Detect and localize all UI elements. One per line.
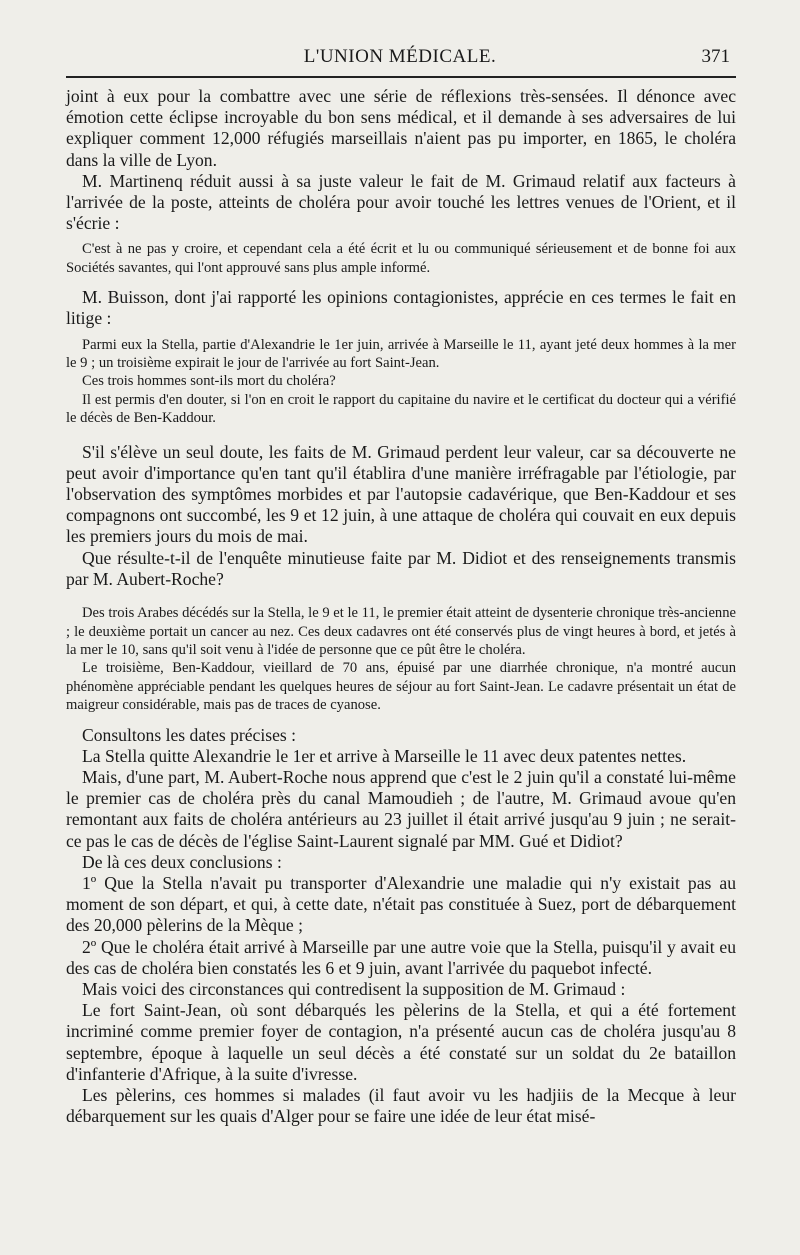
paragraph-spacer <box>66 277 736 287</box>
quoted-paragraph: Le troisième, Ben-Kaddour, vieillard de 70 ans, épuisé par une diarrhée chronique, n'a montré aucun phénomène appréciable pendant les quelques heures de séjour au fort Saint-Jean. Le cadavre présentait un état de maigreur considérable, mais pas de traces de cyanose. <box>66 660 736 714</box>
running-title: L'UNION MÉDICALE. <box>303 46 497 67</box>
quoted-paragraph: Ces trois hommes sont-ils mort du choléra? <box>82 373 336 390</box>
body-paragraph: Que résulte-t-il de l'enquête minutieuse faite par M. Didiot et des renseignements transmis par M. Aubert-Roche? <box>66 547 736 589</box>
header-rule <box>66 76 736 78</box>
body-paragraph: 1º Que la Stella n'avait pu transporter d'Alexandrie une maladie qui n'y existait pas au moment de son départ, et qui, à cette date, n'était pas constituée à Suez, port de débarquement des 20,000 pèlerins de la Mèque ; <box>66 872 736 936</box>
quoted-paragraph: C'est à ne pas y croire, et cependant cela a été écrit et lu ou communiqué sérieusement et de bonne foi aux Sociétés savantes, qui l'ont approuvé sans plus ample informé. <box>66 241 736 276</box>
paragraph-spacer <box>66 428 736 442</box>
body-paragraph: Mais voici des circonstances qui contredisent la supposition de M. Grimaud : <box>82 978 626 999</box>
paragraph-spacer <box>66 715 736 725</box>
paragraph-spacer <box>66 590 736 604</box>
article-body <box>66 86 736 1127</box>
body-paragraph: S'il s'élève un seul doute, les faits de M. Grimaud perdent leur valeur, car sa découverte ne peut avoir d'importance qu'en tant qu'il établira d'une manière irréfragable par l'étiologie, par l'observation des symptômes morbides et par l'autopsie cadavérique, que Ben-Kaddour et ses compagnons ont succombé, les 9 et 12 juin, à une attaque de choléra qui couvait en eux depuis les premiers jours du mois de mai. <box>66 441 736 547</box>
body-paragraph: M. Buisson, dont j'ai rapporté les opinions contagionistes, apprécie en ces termes le fait en litige : <box>66 287 736 329</box>
body-paragraph: joint à eux pour la combattre avec une série de réflexions très-sensées. Il dénonce avec émotion cette éclipse incroyable du bon sens médical, et il demande à ses adversaires de lui expliquer comment 12,000 réfugiés marseillais n'aient pas pu importer, en 1865, le choléra dans la ville de Lyon. <box>66 86 736 170</box>
body-paragraph: Mais, d'une part, M. Aubert-Roche nous apprend que c'est le 2 juin qu'il a constaté lui-même le premier cas de choléra près du canal Mamoudieh ; de l'autre, M. Grimaud avoue qu'en remontant aux faits de choléra antérieurs au 23 juillet il était arrivé jusqu'au 9 juin ; ne serait-ce pas le cas de décès de l'église Saint-Laurent signalé par MM. Gué et Didiot? <box>66 766 736 851</box>
body-paragraph: Consultons les dates précises : <box>82 724 297 745</box>
quoted-paragraph: Il est permis d'en douter, si l'on en croit le rapport du capitaine du navire et le certificat du docteur qui a vérifié le décès de Ben-Kaddour. <box>66 391 736 427</box>
body-paragraph: Les pèlerins, ces hommes si malades (il faut avoir vu les hadjiis de la Mecque à leur débarquement sur les quais d'Alger pour se faire une idée de leur état misé- <box>66 1084 736 1127</box>
body-paragraph: 2º Que le choléra était arrivé à Marseille par une autre voie que la Stella, puisqu'il y avait eu des cas de choléra bien constatés les 6 et 9 juin, avant l'arrivée du paquebot infecté. <box>66 936 736 978</box>
page-number: 371 <box>701 46 730 67</box>
body-paragraph: Le fort Saint-Jean, où sont débarqués les pèlerins de la Stella, et qui a été fortement incriminé comme premier foyer de contagion, n'a présenté aucun cas de choléra jusqu'au 8 septembre, époque à laquelle un seul décès a été constaté sur un soldat du 2e bataillon d'infanterie d'Afrique, à la suite d'ivresse. <box>66 1000 736 1084</box>
body-paragraph: La Stella quitte Alexandrie le 1er et arrive à Marseille le 11 avec deux patentes nettes. <box>82 745 687 766</box>
page-header <box>66 42 734 72</box>
body-paragraph: M. Martinenq réduit aussi à sa juste valeur le fait de M. Grimaud relatif aux facteurs à l'arrivée de la poste, atteints de choléra pour avoir touché les lettres venues de l'Orient, et il s'écrie : <box>66 170 736 234</box>
quoted-paragraph: Des trois Arabes décédés sur la Stella, le 9 et le 11, le premier était atteint de dysenterie chronique très-ancienne ; le deuxième portait un cancer au nez. Ces deux cadavres ont été conservés plus de vingt heures à bord, et jetés à la mer le 10, sans qu'il soit venu à l'idée de personne que ce pût être le choléra. <box>66 605 736 658</box>
body-paragraph: De là ces deux conclusions : <box>82 851 282 872</box>
quoted-paragraph: Parmi eux la Stella, partie d'Alexandrie le 1er juin, arrivée à Marseille le 11, ayant jeté deux hommes à la mer le 9 ; un troisième expirait le jour de l'arrivée au fort Saint-Jean. <box>66 336 736 372</box>
